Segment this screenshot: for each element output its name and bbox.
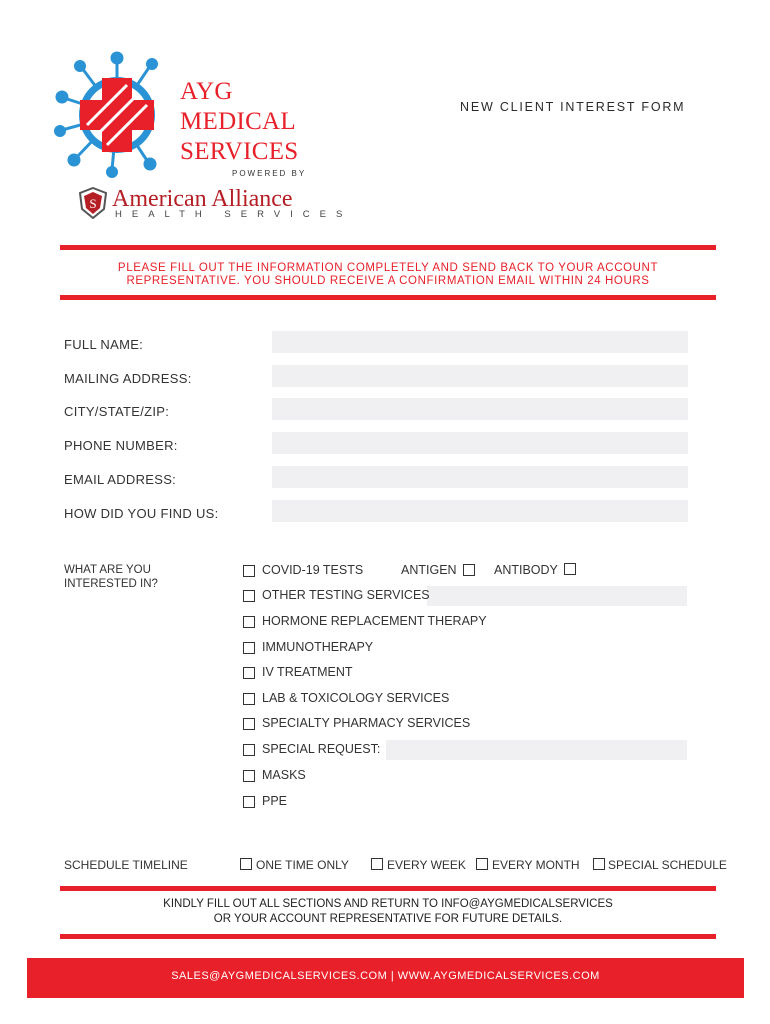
antibody-label: ANTIBODY [494, 563, 558, 577]
interests-label-line-1: WHAT ARE YOU [64, 564, 151, 576]
every-week-checkbox[interactable] [371, 858, 383, 870]
special-request-label: SPECIAL REQUEST: [262, 742, 381, 756]
one-time-label: ONE TIME ONLY [256, 858, 349, 872]
interests-label [64, 563, 204, 591]
ppe-checkbox[interactable] [243, 796, 255, 808]
city-state-zip-input[interactable] [272, 398, 688, 420]
how-found-input[interactable] [272, 500, 688, 522]
phone-number-input[interactable] [272, 432, 688, 454]
full-name-label: FULL NAME: [64, 337, 144, 352]
every-week-label: EVERY WEEK [387, 858, 466, 872]
special-request-checkbox[interactable] [243, 744, 255, 756]
how-found-label: HOW DID YOU FIND US: [64, 506, 219, 521]
iv-treatment-label: IV TREATMENT [262, 665, 353, 679]
one-time-checkbox[interactable] [240, 858, 252, 870]
shield-icon [78, 187, 108, 219]
covid-tests-label: COVID-19 TESTS [262, 563, 364, 577]
antibody-checkbox[interactable] [564, 563, 576, 575]
other-testing-checkbox[interactable] [243, 590, 255, 602]
masks-label: MASKS [262, 768, 306, 782]
other-testing-label: OTHER TESTING SERVICES [262, 588, 430, 602]
notice-line-1: PLEASE FILL OUT THE INFORMATION COMPLETELY AND SEND BACK TO YOUR ACCOUNT [117, 262, 659, 274]
partner-name: American Alliance [112, 186, 293, 212]
hormone-therapy-label: HORMONE REPLACEMENT THERAPY [262, 614, 487, 628]
schedule-timeline-label: SCHEDULE TIMELINE [64, 858, 188, 872]
partner-subtitle: HEALTH SERVICES [115, 209, 353, 220]
email-address-label: EMAIL ADDRESS: [64, 472, 177, 487]
divider [60, 245, 716, 250]
brand-line-3: SERVICES [180, 138, 299, 165]
full-name-input[interactable] [272, 331, 688, 353]
immunotherapy-label: IMMUNOTHERAPY [262, 640, 374, 654]
divider [60, 934, 716, 939]
immunotherapy-checkbox[interactable] [243, 642, 255, 654]
email-address-input[interactable] [272, 466, 688, 488]
special-schedule-label: SPECIAL SCHEDULE [608, 858, 727, 872]
iv-treatment-checkbox[interactable] [243, 667, 255, 679]
mailing-address-input[interactable] [272, 365, 688, 387]
contact-text: SALES@AYGMEDICALSERVICES.COM | WWW.AYGMEDICALSERVICES.COM [171, 970, 600, 982]
city-state-zip-label: CITY/STATE/ZIP: [64, 404, 170, 419]
specialty-pharmacy-label: SPECIALTY PHARMACY SERVICES [262, 716, 471, 730]
footer-line-2: OR YOUR ACCOUNT REPRESENTATIVE FOR FUTURE DETAILS. [213, 913, 563, 925]
special-schedule-checkbox[interactable] [593, 858, 605, 870]
antigen-checkbox[interactable] [463, 564, 475, 576]
every-month-label: EVERY MONTH [492, 858, 580, 872]
lab-toxicology-checkbox[interactable] [243, 693, 255, 705]
svg-text:S: S [89, 196, 97, 211]
lab-toxicology-label: LAB & TOXICOLOGY SERVICES [262, 691, 450, 705]
covid-tests-checkbox[interactable] [243, 565, 255, 577]
notice-line-2: REPRESENTATIVE. YOU SHOULD RECEIVE A CONFIRMATION EMAIL WITHIN 24 HOURS [126, 275, 650, 287]
divider [60, 886, 716, 891]
mailing-address-label: MAILING ADDRESS: [64, 371, 192, 386]
hormone-therapy-checkbox[interactable] [243, 616, 255, 628]
other-testing-input[interactable] [427, 586, 687, 606]
ayg-logo-icon [52, 50, 182, 180]
interests-label-line-2: INTERESTED IN? [64, 578, 158, 590]
every-month-checkbox[interactable] [476, 858, 488, 870]
antigen-label: ANTIGEN [401, 563, 457, 577]
powered-by-label: POWERED BY [232, 169, 307, 178]
specialty-pharmacy-checkbox[interactable] [243, 718, 255, 730]
phone-number-label: PHONE NUMBER: [64, 438, 178, 453]
form-title: NEW CLIENT INTEREST FORM [460, 100, 686, 114]
brand-line-1: AYG [180, 78, 233, 105]
footer-line-1: KINDLY FILL OUT ALL SECTIONS AND RETURN TO INFO@AYGMEDICALSERVICES [163, 898, 613, 910]
masks-checkbox[interactable] [243, 770, 255, 782]
brand-line-2: MEDICAL [180, 108, 296, 135]
ppe-label: PPE [262, 794, 288, 808]
divider [60, 295, 716, 300]
special-request-input[interactable] [386, 740, 687, 760]
